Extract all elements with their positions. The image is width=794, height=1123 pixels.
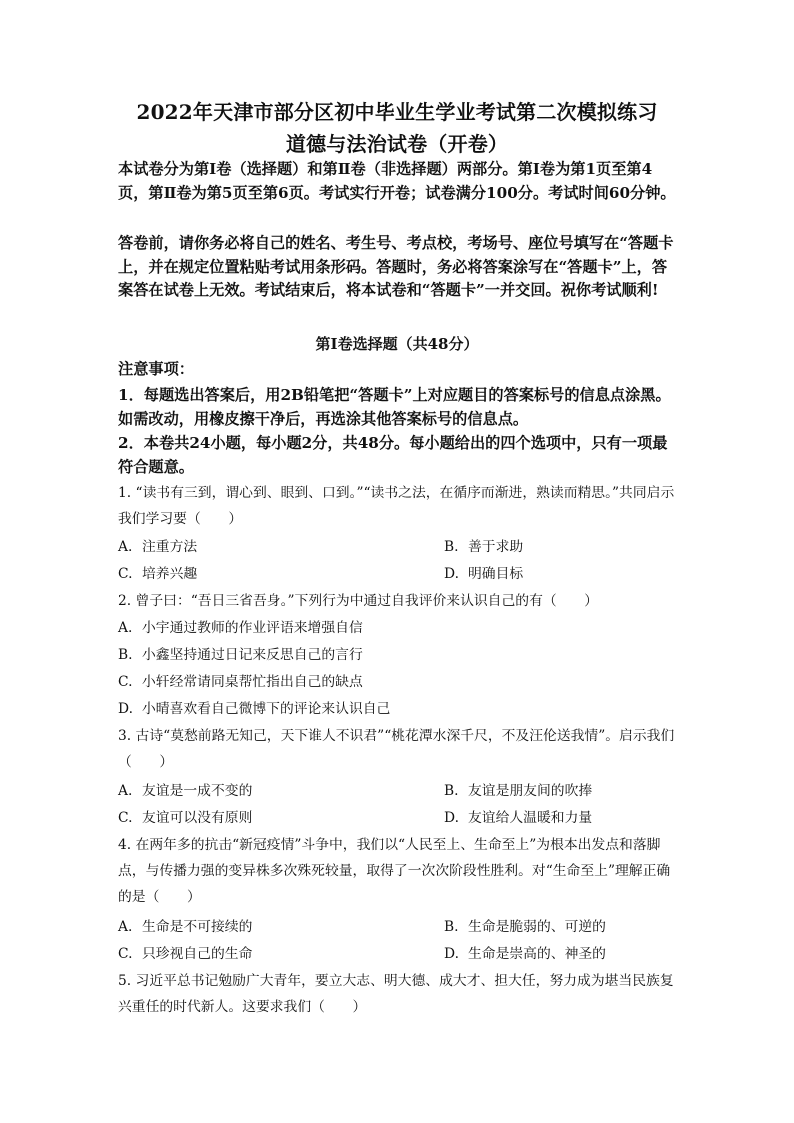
option-label: A. <box>118 783 133 799</box>
notes-heading: 注意事项： <box>118 360 194 378</box>
question-1-option-d[interactable] <box>444 564 523 584</box>
question-2-option-d[interactable] <box>118 699 390 719</box>
option-text: 生命是脆弱的、可逆的 <box>468 919 606 935</box>
option-text: 友谊是一成不变的 <box>142 783 253 799</box>
question-4-option-d[interactable] <box>444 944 606 964</box>
option-text: 生命是崇高的、神圣的 <box>468 946 606 962</box>
question-1-option-b[interactable] <box>444 537 523 557</box>
question-3-option-a[interactable] <box>118 781 252 801</box>
intro-paragraph-1: 本试卷分为第Ⅰ卷（选择题）和第Ⅱ卷（非选择题）两部分。第Ⅰ卷为第1页至第4页，第Ⅱ卷为第5页至第6页。考试实行开卷；试卷满分100分。考试时间60分钟。 <box>118 160 676 202</box>
question-2-option-a[interactable] <box>118 618 363 638</box>
option-text: 小鑫坚持通过日记来反思自己的言行 <box>142 647 363 663</box>
intro-paragraph-2: 答卷前，请你务必将自己的姓名、考生号、考点校，考场号、座位号填写在“答题卡上，并在规定位置粘贴考试用条形码。答题时，务必将答案涂写在“答题卡”上，答案答在试卷上无效。考试结束后，将本试卷和“答题卡”一并交回。祝你考试顺利! <box>118 234 674 299</box>
option-label: D. <box>444 946 459 962</box>
section-title: 第Ⅰ卷选择题（共48分） <box>315 335 479 353</box>
option-label: D. <box>118 701 133 717</box>
question-3-option-d[interactable] <box>444 808 592 828</box>
option-text: 生命是不可接续的 <box>142 919 253 935</box>
option-label: D. <box>444 810 459 826</box>
option-label: C. <box>118 946 133 962</box>
option-text: 小宇通过教师的作业评语来增强自信 <box>142 620 363 636</box>
question-1-stem: 1. “读书有三到，谓心到、眼到、口到。”“读书之法，在循序而渐进，熟读而精思。”共同启示我们学习要（ ） <box>118 485 675 527</box>
option-text: 只珍视自己的生命 <box>142 946 253 962</box>
option-label: A. <box>118 539 133 555</box>
question-5-stem: 5. 习近平总书记勉励广大青年，要立大志、明大德、成大才、担大任，努力成为堪当民族复兴重任的时代新人。这要求我们（ ） <box>118 973 674 1015</box>
question-4-option-a[interactable] <box>118 917 252 937</box>
option-label: B. <box>118 647 133 663</box>
question-4-stem: 4. 在两年多的抗击“新冠疫情”斗争中，我们以“人民至上、生命至上”为根本出发点和落脚点，与传播力强的变异株多次殊死较量，取得了一次次阶段性胜利。对“生命至上”理解正确的是（ ） <box>118 837 671 905</box>
option-text: 培养兴趣 <box>142 566 198 582</box>
exam-title-line1: 2022年天津市部分区初中毕业生学业考试第二次模拟练习 <box>136 100 658 124</box>
option-text: 善于求助 <box>468 539 524 555</box>
question-3-option-b[interactable] <box>444 781 592 801</box>
option-label: C. <box>118 674 133 690</box>
option-label: C. <box>118 566 133 582</box>
question-3-option-c[interactable] <box>118 808 252 828</box>
note-2: 2．本卷共24小题，每小题2分，共48分。每小题给出的四个选项中，只有一项最符合题意。 <box>118 434 668 476</box>
option-label: B. <box>444 539 459 555</box>
exam-title-line2: 道德与法治试卷（开卷） <box>285 132 509 156</box>
question-4-option-b[interactable] <box>444 917 606 937</box>
option-label: B. <box>444 919 459 935</box>
question-3-stem: 3. 古诗“莫愁前路无知己，天下谁人不识君”“桃花潭水深千尺，不及汪伦送我情”。启示我们（ ） <box>118 728 675 770</box>
option-text: 小晴喜欢看自己微博下的评论来认识自己 <box>142 701 391 717</box>
question-1-option-c[interactable] <box>118 564 197 584</box>
option-text: 友谊可以没有原则 <box>142 810 253 826</box>
option-text: 小轩经常请同桌帮忙指出自己的缺点 <box>142 674 363 690</box>
question-2-option-b[interactable] <box>118 645 363 665</box>
option-text: 友谊是朋友间的吹捧 <box>468 783 593 799</box>
option-label: C. <box>118 810 133 826</box>
question-4-option-c[interactable] <box>118 944 252 964</box>
note-1: 1．每题选出答案后，用2B铅笔把“答题卡”上对应题目的答案标号的信息点涂黑。如需改动，用橡皮擦干净后，再选涂其他答案标号的信息点。 <box>118 386 671 428</box>
option-label: A. <box>118 620 133 636</box>
option-label: A. <box>118 919 133 935</box>
question-1-option-a[interactable] <box>118 537 197 557</box>
option-text: 友谊给人温暖和力量 <box>468 810 593 826</box>
option-label: B. <box>444 783 459 799</box>
option-label: D. <box>444 566 459 582</box>
option-text: 明确目标 <box>468 566 524 582</box>
question-2-option-c[interactable] <box>118 672 363 692</box>
option-text: 注重方法 <box>142 539 198 555</box>
question-2-stem: 2. 曾子曰：“吾日三省吾身。”下列行为中通过自我评价来认识自己的有（ ） <box>118 593 599 609</box>
